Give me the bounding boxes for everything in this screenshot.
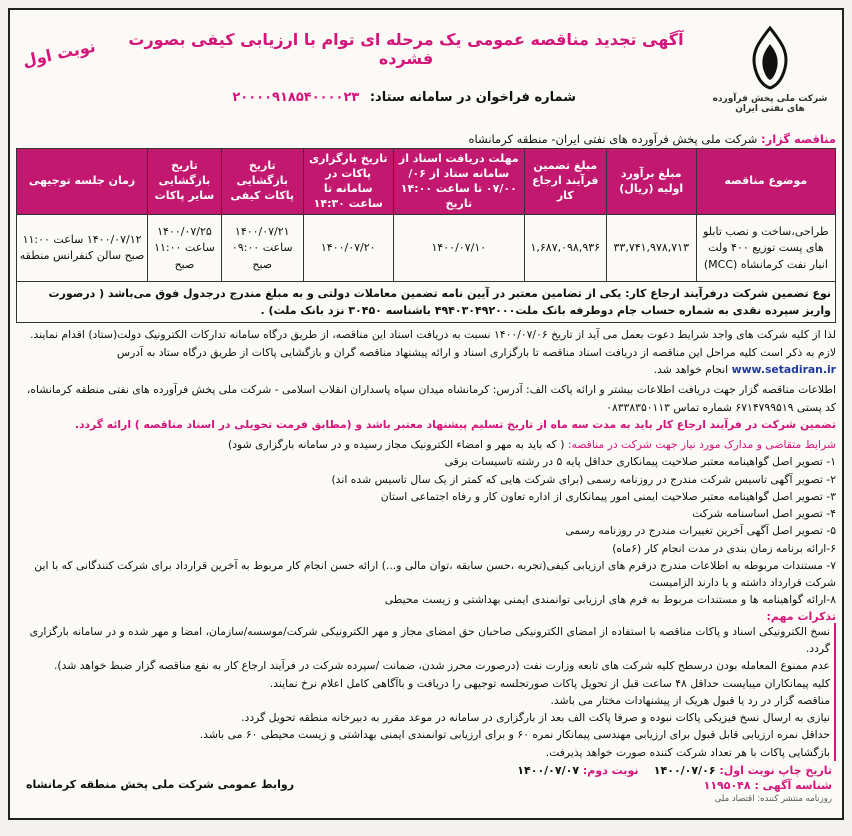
table-cell: ۱۴۰۰/۰۷/۲۱ ساعت ۰۹:۰۰ صبح <box>221 215 303 282</box>
list-item: ۳- تصویر اصل گواهینامه معتبر صلاحیت ایمنی امور پیمانکاری از اداره تعاون کار و رفاه اجتماعی استان <box>380 489 836 503</box>
list-item: بازگشایی پاکات با هر تعداد شرکت کننده صورت خواهد پذیرفت. <box>545 745 830 759</box>
logo-text: شرکت ملی پخش فرآورده های نفتی ایران <box>712 94 828 114</box>
contact-paragraph: اطلاعات مناقصه گزار جهت دریافت اطلاعات بیشتر و ارائه پاکت الف: آدرس: کرمانشاه میدان سپاه پاسداران انقلاب اسلامی - شرکت ملی پخش فرآورده های نفتی منطقه کرمانشاه، کد پستی ۶۷۱۴۷۹۹۵۱۹ شماره تماس ۰۸۳۳۸۳۵۰۱۱۳ <box>26 383 836 414</box>
table-cell: ۱۴۰۰/۰۷/۲۰ <box>303 215 393 282</box>
conditions-list <box>16 453 836 608</box>
table-header-cell: تاریخ بارگزاری پاکات در سامانه تا ساعت ۱۴:۳۰ <box>303 149 393 215</box>
table-header-cell: تاریخ بازگشایی پاکات کیفی <box>221 149 303 215</box>
table-header-cell: موضوع مناقصه <box>696 149 835 215</box>
table-cell: طراحی،ساخت و نصب تابلو های پست توزیع ۴۰۰ ولت انبار نفت کرمانشاه (MCC) <box>696 215 835 282</box>
invitation-text: لذا از کلیه شرکت های واجد شرایط دعوت بعمل می آید از تاریخ ۱۴۰۰/۰۷/۰۶ نسبت به دریافت اسناد این مناقصه، از طریق درگاه سامانه تدارکات الکترونیک دولت(ستاد) اقدام نمایند. لازم به ذکر است کلیه مراحل این مناقصه از دریافت اسناد مناقصه تا بارگزاری اسناد و ارائه پیشنهاد مناقصه گران و بازگشایی پاکات از طریق درگاه ستاد به آدرس <box>30 328 836 359</box>
list-item: ۶-ارائه برنامه زمان بندی در مدت انجام کار (۶ماه) <box>612 541 836 555</box>
list-item: مناقصه گزار در رد یا قبول هریک از پیشنهادات مختار می باشد. <box>550 693 830 707</box>
flame-logo-icon <box>741 24 799 92</box>
organizer-value: شرکت ملی پخش فرآورده های نفتی ایران- منطقه کرمانشاه <box>468 132 758 146</box>
list-item: نیازی به ارسال نسخ فیزیکی پاکات نبوده و صرفا پاکت الف بعد از بارگزاری در سامانه در موعد مقرر به دبیرخانه منطقه تحویل گردد. <box>241 711 830 725</box>
table-header-cell: تاریخ بازگشایی سایر پاکات <box>148 149 222 215</box>
table-cell: ۳۳,۷۴۱,۹۷۸,۷۱۳ <box>606 215 696 282</box>
guarantee-text: نوع تضمین شرکت درفرآیند ارجاع کار: یکی از تضامین معتبر در آیین نامه تضمین معاملات دولتی و به مبلغ مندرج درجدول فوق می‌باشد ( درصورت واریز سپرده نقدی به شماره حساب جام دوطرفه بانک ملت۴۹۴۰۳۰۴۹۲۰۰۰ باشناسه ۳۰۴۵۰ نزد بانک ملت) . <box>16 282 836 323</box>
table-cell: ۱۴۰۰/۰۷/۱۰ <box>393 215 524 282</box>
print-dates <box>517 764 832 777</box>
list-item: عدم ممنوع المعامله بودن درسطح کلیه شرکت های تابعه وزارت نفت (درصورت محرز شدن، ضمانت /سپرده شرکت در فرآیند ارجاع کار به نفع مناقصه گزار ضبط خواهد شد). <box>53 659 830 673</box>
guarantee-validity-note: تضمین شرکت در فرآیند ارجاع کار باید به مدت سه ماه از تاریخ تسلیم پیشنهاد معتبر باشد و (مطابق فرمت تحویلی در اسناد مناقصه ) ارائه گردد. <box>74 417 836 431</box>
notice-footer <box>16 764 836 820</box>
print-info <box>517 764 832 806</box>
list-item: ۲- تصویر آگهی تاسیس شرکت مندرج در روزنامه رسمی (برای شرکت هایی که کمتر از یک سال تاسیس شده اند) <box>331 472 836 486</box>
signature-line: روابط عمومی شرکت ملی پخش منطقه کرمانشاه <box>26 777 295 791</box>
list-item: ۱- تصویر اصل گواهینامه معتبر صلاحیت پیمانکاری حداقل پایه ۵ در رشته تاسیسات برقی <box>444 455 836 469</box>
invitation-paragraph <box>16 326 836 378</box>
organizer-label: مناقصه گزار: <box>761 132 836 146</box>
table-header-cell: مهلت دریافت اسناد از سامانه ستاد از ۰۶/ ۰۷/۰۰ تا ساعت ۱۴:۰۰ تاریخ <box>393 149 524 215</box>
conditions-note: ( که باید به مهر و امضاء الکترونیک مجاز رسیده و در سامانه بارگزاری شود) <box>227 438 565 452</box>
notes-title: تذکرات مهم: <box>766 609 836 623</box>
table-header-row <box>17 149 836 215</box>
list-item: کلیه پیمانکاران میبایست حداقل ۴۸ ساعت قبل از تحویل پاکات صورتجلسه توجیهی را دریافت و باآگاهی کامل اعلام نرخ نمایند. <box>269 676 830 690</box>
print-date-label: تاریخ چاپ نوبت اول: <box>719 763 832 777</box>
list-item: ۸-ارائه گواهینامه ها و مستندات مربوط به فرم های ارزیابی توانمندی ایمنی بهداشتی و زیست محیطی <box>384 593 836 607</box>
list-item: حداقل نمره ارزیابی قابل قبول برای ارزیابی مهندسی پیمانکار نمره ۶۰ و برای ارزیابی توانمندی ایمنی بهداشتی و زیست محیطی ۶۰ می باشد. <box>199 728 830 742</box>
notice-header <box>16 14 836 132</box>
print-date-second: ۱۴۰۰/۰۷/۰۷ <box>517 763 580 777</box>
conditions-title: شرایط متقاضی و مدارک مورد نیاز جهت شرکت در مناقصه: <box>567 438 836 452</box>
company-logo <box>710 24 830 124</box>
first-round-badge: نوبت اول <box>20 36 98 71</box>
conditions-heading <box>16 436 836 453</box>
tender-number <box>232 90 576 105</box>
notes-list <box>16 623 836 761</box>
list-item: نسخ الکترونیکی اسناد و پاکات مناقصه با استفاده از امضای الکترونیکی صاحبان حق امضای مجاز و مهر الکترونیکی شرکت/موسسه/سازمان، امضا و مهر شده و در سامانه بارگزاری گردد. <box>29 624 830 655</box>
setad-website-link[interactable]: www.setadiran.ir <box>731 363 836 376</box>
ad-id-value: ۱۱۹۵۰۴۸ <box>703 778 751 792</box>
table-header-cell: زمان جلسه توجیهی <box>17 149 148 215</box>
table-header-cell: مبلغ تضمین فرآیند ارجاع کار <box>524 149 606 215</box>
notice-title: آگهی تجدید مناقصه عمومی یک مرحله ای توام با ارزیابی کیفی بصورت فشرده <box>128 30 684 68</box>
organizer-line <box>16 132 836 146</box>
table-cell: ۱۴۰۰/۰۷/۲۵ ساعت ۱۱:۰۰ صبح <box>148 215 222 282</box>
list-item: ۴- تصویر اصل اساسنامه شرکت <box>692 507 836 521</box>
tender-number-label: شماره فراخوان در سامانه ستاد: <box>369 90 576 105</box>
table-cell: ۱,۶۸۷,۰۹۸,۹۳۶ <box>524 215 606 282</box>
invitation-end: انجام خواهد شد. <box>653 363 729 376</box>
tender-number-value: ۲۰۰۰۰۹۱۸۵۴۰۰۰۰۲۳ <box>232 90 360 105</box>
publisher-line: روزنامه منتشر کننده: اقتصاد ملی <box>714 793 832 804</box>
table-row <box>17 215 836 282</box>
second-round-label: نوبت دوم: <box>582 763 639 777</box>
ad-id-label: شناسه آگهی : <box>754 778 832 792</box>
list-item: ۷- مستندات مربوطه به اطلاعات مندرج درفرم های ارزیابی کیفی(تجربه ،حسن سابقه ،توان مالی و...) ارائه حسن انجام کار مربوط به آخرین قرارداد برای شرکت کنندگانی که با این شرکت قرارداد داشته و یا دارند الزامیست <box>34 558 836 590</box>
tender-table <box>16 148 836 282</box>
ad-id <box>517 779 832 792</box>
list-item: ۵- تصویر اصل آگهی آخرین تغییرات مندرج در روزنامه رسمی <box>565 524 836 538</box>
tender-notice-page <box>8 8 844 820</box>
print-date-first: ۱۴۰۰/۰۷/۰۶ <box>653 763 716 777</box>
table-header-cell: مبلغ برآورد اولیه (ریال) <box>606 149 696 215</box>
table-cell: ۱۴۰۰/۰۷/۱۲ ساعت ۱۱:۰۰ صبح سالن کنفرانس منطقه <box>17 215 148 282</box>
